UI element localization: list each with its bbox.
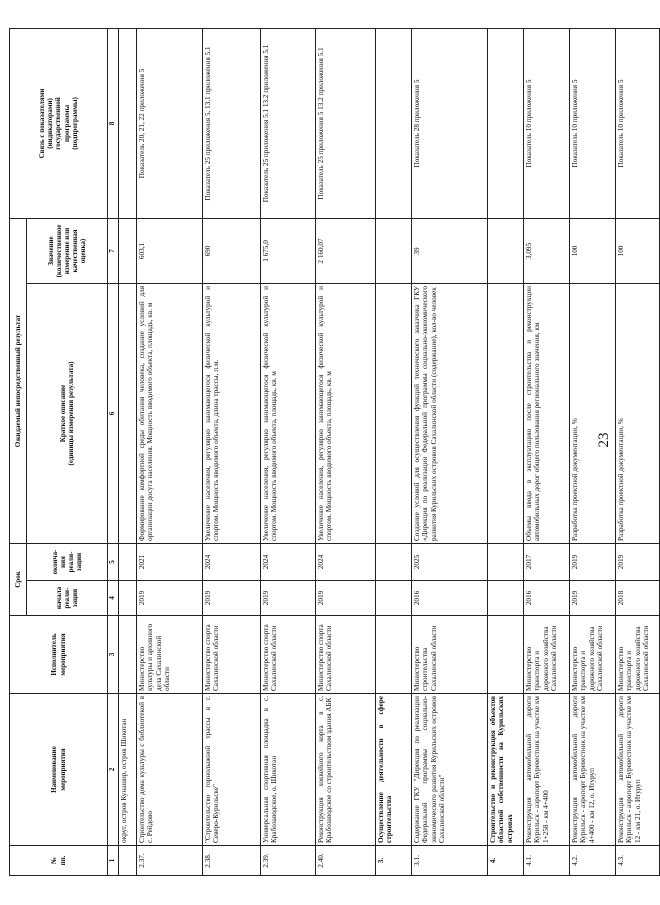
end-year: 2024 [261,543,316,580]
result-description [488,283,524,543]
result-description: Формирование комфортной среды обитания человека, создание условий для организации досуга населения. Мощность вводимого объекта, площадь, кв. м [137,283,203,543]
result-value: 603,1 [137,218,203,283]
header-name: Наименование мероприятия [10,694,108,846]
header-value: Значение (количественное измерение или качественная оценка) [27,218,108,283]
executor-cell: Министерство спорта Сахалинской области [261,616,316,694]
executor-cell: Министерство строительства Сахалинской области [412,616,488,694]
executor-cell: Министерство культуры и архивного дела Сахалинской области [137,616,203,694]
end-year [376,543,412,580]
start-year: 2016 [524,581,570,616]
measure-name: Реконструкция автомобильной дороги Курильск - аэропорт Буревестник на участке км 4+400 - км 12, о. Итуруп [570,694,616,846]
measure-name: Реконструкция автомобильной дороги Курильск - аэропорт Буревестник на участке км 1+258 - км 4+400 [524,694,570,846]
result-description: Разработка проектной документации, % [616,283,660,543]
measures-table [9,28,660,876]
result-value: 1 675,0 [261,218,316,283]
row-number: 4.2. [570,846,616,876]
table-row [376,28,412,875]
end-year: 2024 [203,543,261,580]
indicator-link: Показатель 25 приложения 5, 13.1 приложения 5.1 [203,28,261,218]
indicator-link: Показатель 10 приложения 5 [570,28,616,218]
table-row [524,28,570,875]
row-number: 2.37. [137,846,203,876]
table-row [616,28,660,875]
col-number: 2 [108,694,119,846]
row-number: 2.39. [261,846,316,876]
end-year: 2019 [570,543,616,580]
end-year: 2021 [137,543,203,580]
result-description: Объемы ввода в эксплуатацию после строительства и реконструкции автомобильных дорог общего пользования регионального значения, км [524,283,570,543]
indicator-link [376,28,412,218]
result-description: Увеличение населения, регулярно занимающегося физической культурой и спортом. Мощность вводимого объекта, длина трассы, п.м. [203,283,261,543]
indicator-link: Показатель 25 приложения 5.1 13.2 приложения 5.1 [261,28,316,218]
table-container [9,29,650,876]
measure-name: округ, остров Кунашир, остров Шикотан [119,694,137,846]
header-link: Связь с показателями (индикаторами) государственной программы (подпрограммы) [10,28,108,218]
start-year [376,581,412,616]
row-number: 3.1. [412,846,488,876]
result-value: 2 160,07 [316,218,376,283]
row-number [119,846,137,876]
table-body [119,28,660,875]
end-year: 2024 [316,543,376,580]
end-year: 2025 [412,543,488,580]
header-executor: Исполнитель мероприятия [10,616,108,694]
start-year: 2019 [137,581,203,616]
header-term: Срок [10,543,27,615]
measure-name: Реконструкция автомобильной дороги Курильск - аэропорт Буревестник на участке км 12 - км 21, о. Итуруп [616,694,660,846]
result-description [119,283,137,543]
table-row [203,28,261,875]
result-value [119,218,137,283]
executor-cell [488,616,524,694]
result-description [376,283,412,543]
row-number: 3. [376,846,412,876]
result-description: Разработка проектной документации, % [570,283,616,543]
result-description: Увеличение населения, регулярно занимающегося физической культурой и спортом. Мощность вводимого объекта, площадь, кв. м [261,283,316,543]
table-row [261,28,316,875]
table-row [316,28,376,875]
executor-cell: Министерство транспорта и дорожного хозяйства Сахалинской области [570,616,616,694]
result-description: Создание условий для осуществления функций технического заказчика ГКУ «Дирекция по реализации Федеральной программы социально-экономического развития Курильских островов Сахалинской области (содержание), кол-во человек [412,283,488,543]
start-year: 2019 [570,581,616,616]
rotated-table-area [9,29,650,876]
executor-cell: Министерство спорта Сахалинской области [316,616,376,694]
start-year: 2016 [412,581,488,616]
indicator-link: Показатель 28 приложения 5 [412,28,488,218]
start-year: 2019 [203,581,261,616]
header-start: начала реали- зации [27,581,108,616]
measure-name: Содержание ГКУ "Дирекция по реализации Федеральной программы социально-экономического развития Курильских островов Сахалинской области" [412,694,488,846]
indicator-link [488,28,524,218]
measure-name: Строительство дома культуры с библиотекой в с. Рейдово [137,694,203,846]
col-number: 8 [108,28,119,218]
col-number: 5 [108,543,119,580]
indicator-link: Показатель 20, 21, 22 приложения 5 [137,28,203,218]
indicator-link: Показатель 10 приложения 5 [616,28,660,218]
executor-cell [376,616,412,694]
start-year [488,581,524,616]
col-number: 4 [108,581,119,616]
start-year [119,581,137,616]
header-end: оконча- ния реали- зации [27,543,108,580]
measure-name: Универсальная спортивная площадка в с. Крабозаводское, о. Шикотан [261,694,316,846]
end-year: 2019 [616,543,660,580]
start-year: 2019 [261,581,316,616]
start-year: 2018 [616,581,660,616]
table-row [570,28,616,875]
result-value [376,218,412,283]
row-number: 4. [488,846,524,876]
result-value: 100 [570,218,616,283]
start-year: 2019 [316,581,376,616]
executor-cell: Министерство транспорта и дорожного хозяйства Сахалинской области [616,616,660,694]
indicator-link: Показатель 25 приложения 5 13.2 приложения 5.1 [316,28,376,218]
measure-name: "Строительство горнолыжной трассы в г. Северо-Курильске" [203,694,261,846]
row-number: 4.3. [616,846,660,876]
table-row [488,28,524,875]
result-value [488,218,524,283]
column-number-row [108,28,119,875]
row-number: 2.40. [316,846,376,876]
executor-cell: Министерство спорта Сахалинской области [203,616,261,694]
header-result: Ожидаемый непосредственный результат [10,218,27,543]
result-value: 100 [616,218,660,283]
table-row [412,28,488,875]
table-row [119,28,137,875]
result-value: 3,095 [524,218,570,283]
result-value: 690 [203,218,261,283]
col-number: 1 [108,846,119,876]
header-desc: Краткое описание (единицы измерения результата) [27,283,108,543]
table-row [137,28,203,875]
end-year: 2017 [524,543,570,580]
col-number: 6 [108,283,119,543]
row-number: 4.1. [524,846,570,876]
indicator-link: Показатель 10 приложения 5 [524,28,570,218]
end-year [488,543,524,580]
executor-cell [119,616,137,694]
indicator-link [119,28,137,218]
end-year [119,543,137,580]
measure-name: Осуществление деятельности в сфере строительства [376,694,412,846]
page-number: 23 [596,432,612,448]
executor-cell: Министерство транспорта и дорожного хозяйства Сахалинской области [524,616,570,694]
row-number: 2.38. [203,846,261,876]
measure-name: Строительство и реконструкция объектов областной собственности на Курильских островах [488,694,524,846]
col-number: 7 [108,218,119,283]
result-description: Увеличение населения, регулярно занимающегося физической культурой и спортом. Мощность вводимого объекта, площадь, кв. м [316,283,376,543]
measure-name: Реконструкция хоккейного корта в с. Крабозаводское со строительством здания АБК [316,694,376,846]
header-num: № пп. [10,846,108,876]
col-number: 3 [108,616,119,694]
result-value: 39 [412,218,488,283]
